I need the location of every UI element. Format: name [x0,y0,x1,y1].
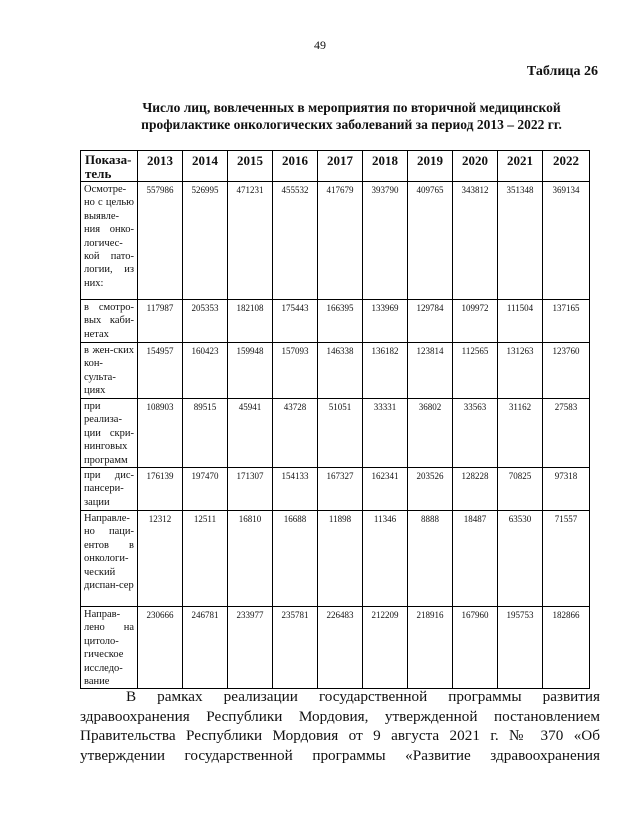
table-row [81,607,590,689]
table-cell: 171307 [228,468,273,511]
row-label: Направ-лено на цитоло-гическое исследо-вание [81,607,138,689]
table-cell: 166395 [318,300,363,343]
row-label: при реализа-ции скри-нинговых программ [81,399,138,468]
table-cell: 167960 [453,607,498,689]
table-cell: 154957 [138,343,183,399]
column-header: 2018 [363,151,408,182]
table-cell: 409765 [408,182,453,300]
column-header: 2013 [138,151,183,182]
table-cell: 123760 [543,343,590,399]
table-row [81,511,590,607]
table-cell: 97318 [543,468,590,511]
table-cell: 43728 [273,399,318,468]
table-cell: 235781 [273,607,318,689]
table-cell: 343812 [453,182,498,300]
column-header: 2020 [453,151,498,182]
table-cell: 182108 [228,300,273,343]
table-cell: 12511 [183,511,228,607]
body-line: здравоохранения Республики Мордовия, утвержденной постановлением [80,707,600,725]
table-cell: 112565 [453,343,498,399]
table-cell: 12312 [138,511,183,607]
table-cell: 167327 [318,468,363,511]
table-caption: Число лиц, вовлеченных в мероприятия по вторичной медицинской профилактике онкологических заболеваний за период 2013 – 2022 гг. [141,100,562,132]
table-cell: 108903 [138,399,183,468]
body-line: Правительства Республики Мордовия от 9 августа 2021 г. № 370 «Об [80,727,600,744]
table-row [81,182,590,300]
table-cell: 111504 [498,300,543,343]
table-cell: 70825 [498,468,543,511]
table-cell: 11346 [363,511,408,607]
table-cell: 63530 [498,511,543,607]
table-cell: 128228 [453,468,498,511]
table-cell: 233977 [228,607,273,689]
row-label: в смотро-вых каби-нетах [81,300,138,343]
table-cell: 33331 [363,399,408,468]
table-cell: 137165 [543,300,590,343]
table-cell: 31162 [498,399,543,468]
row-label: при дис-пансери-зации [81,468,138,511]
table-cell: 197470 [183,468,228,511]
table-cell: 176139 [138,468,183,511]
row-label: в жен-ских кон-сульта-циях [81,343,138,399]
table-cell: 246781 [183,607,228,689]
table-cell: 157093 [273,343,318,399]
table-cell: 8888 [408,511,453,607]
column-header: 2016 [273,151,318,182]
table-cell: 16688 [273,511,318,607]
table-cell: 417679 [318,182,363,300]
table-row [81,399,590,468]
table-cell: 230666 [138,607,183,689]
table-row [81,343,590,399]
table-cell: 393790 [363,182,408,300]
table-cell: 195753 [498,607,543,689]
table-cell: 557986 [138,182,183,300]
table-cell: 455532 [273,182,318,300]
table-cell: 218916 [408,607,453,689]
column-header: 2022 [543,151,590,182]
table-cell: 154133 [273,468,318,511]
column-header: 2014 [183,151,228,182]
table-header-row [81,151,590,182]
table-cell: 45941 [228,399,273,468]
column-header: 2017 [318,151,363,182]
table-cell: 18487 [453,511,498,607]
table-cell: 16810 [228,511,273,607]
column-header: Показа-тель [81,151,138,182]
table-label: Таблица 26 [526,64,598,79]
table-cell: 351348 [498,182,543,300]
table-cell: 526995 [183,182,228,300]
table-cell: 129784 [408,300,453,343]
table-cell: 175443 [273,300,318,343]
table-cell: 160423 [183,343,228,399]
page-number: 49 [314,38,326,52]
row-label: Осмотре-но с целью выявле-ния онко-логичес-кой пато-логии, из них: [81,182,138,300]
table-cell: 162341 [363,468,408,511]
column-header: 2019 [408,151,453,182]
table-cell: 182866 [543,607,590,689]
table-row [81,468,590,511]
body-line: В рамках реализации государственной программы развития [126,688,600,705]
table-cell: 71557 [543,511,590,607]
table-cell: 136182 [363,343,408,399]
table-cell: 117987 [138,300,183,343]
table-cell: 123814 [408,343,453,399]
table-cell: 33563 [453,399,498,468]
body-paragraph [80,687,600,765]
table-row [81,300,590,343]
table-cell: 109972 [453,300,498,343]
table-cell: 146338 [318,343,363,399]
table-cell: 11898 [318,511,363,607]
column-header: 2021 [498,151,543,182]
table-cell: 471231 [228,182,273,300]
table-cell: 226483 [318,607,363,689]
data-table [80,150,590,689]
column-header: 2015 [228,151,273,182]
table-cell: 133969 [363,300,408,343]
table-cell: 131263 [498,343,543,399]
table-cell: 89515 [183,399,228,468]
row-label: Направле-но паци-ентов в онкологи-ческий диспан-сер [81,511,138,607]
table-cell: 203526 [408,468,453,511]
table-cell: 36802 [408,399,453,468]
table-cell: 212209 [363,607,408,689]
table-cell: 205353 [183,300,228,343]
table-cell: 51051 [318,399,363,468]
table-cell: 27583 [543,399,590,468]
body-line: утверждении государственной программы «Развитие здравоохранения [80,746,600,764]
table-cell: 369134 [543,182,590,300]
table-cell: 159948 [228,343,273,399]
